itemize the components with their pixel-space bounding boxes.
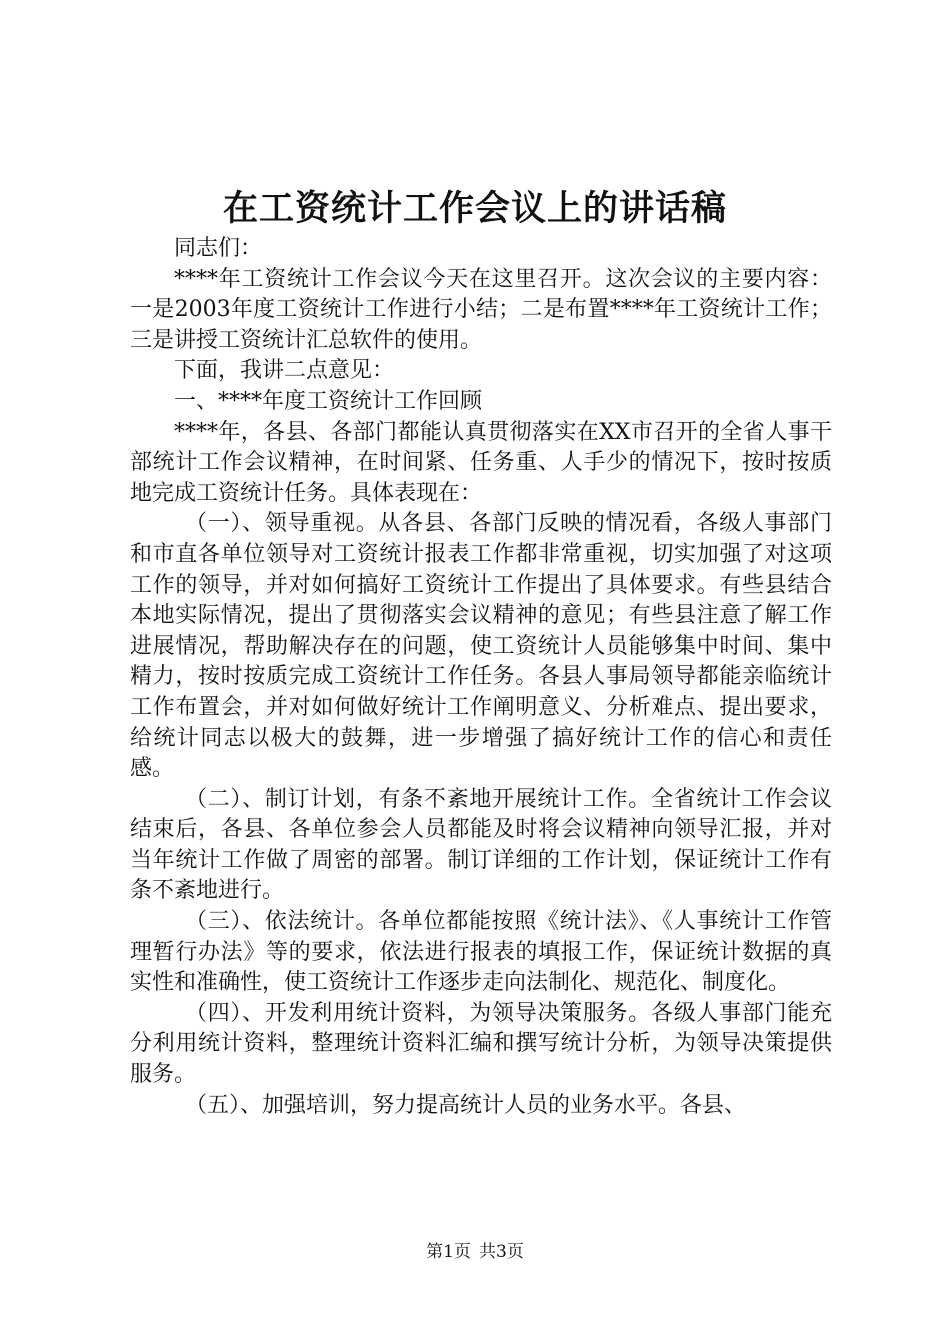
paragraph-outline: 下面，我讲二点意见： bbox=[174, 358, 395, 384]
paragraph-salutation: 同志们： bbox=[174, 236, 263, 261]
page-number: 第1页 bbox=[426, 1242, 471, 1262]
paragraph-intro: ****年工资统计工作会议今天在这里召开。这次会议的主要内容：一是2003年度工资统计工作进行小结；二是布置****年工资统计工作；三是讲授工资统计汇总软件的使用。 bbox=[130, 266, 832, 353]
section-heading-1: 一、****年度工资统计工作回顾 bbox=[174, 388, 483, 414]
paragraph-item-3: （三）、依法统计。各单位都能按照《统计法》、《人事统计工作管理暂行办法》等的要求，依法进行报表的填报工作，保证统计数据的真实性和准确性，使工资统计工作逐步走向法制化、规范化、制度化。 bbox=[130, 909, 832, 996]
paragraph-item-5: （五）、加强培训，努力提高统计人员的业务水平。各县、 bbox=[185, 1092, 747, 1118]
paragraph-item-4: （四）、开发利用统计资料，为领导决策服务。各级人事部门能充分利用统计资料，整理统计资料汇编和撰写统计分析，为领导决策提供服务。 bbox=[130, 1000, 832, 1088]
paragraph-review: ****年，各县、各部门都能认真贯彻落实在XX市召开的全省人事干部统计工作会议精神，在时间紧、任务重、人手少的情况下，按时按质地完成工资统计任务。具体表现在： bbox=[130, 419, 832, 506]
paragraph-item-2: （二）、制订计划，有条不紊地开展统计工作。全省统计工作会议结束后，各县、各单位参会人员都能及时将会议精神向领导汇报，并对当年统计工作做了周密的部署。制订详细的工作计划，保证统计工作有条不紊地进行。 bbox=[130, 786, 832, 904]
document-title: 在工资统计工作会议上的讲话稿 bbox=[222, 188, 727, 229]
paragraph-item-1: （一）、领导重视。从各县、各部门反映的情况看，各级人事部门和市直各单位领导对工资统计报表工作都非常重视，切实加强了对这项工作的领导，并对如何搞好工资统计工作提出了具体要求。有些县结合本地实际情况，提出了贯彻落实会议精神的意见；有些县注意了解工作进展情况，帮助解决存在的问题，使工资统计人员能够集中时间、集中精力，按时按质完成工资统计工作任务。各县人事局领导都能亲临统计工作布置会，并对如何做好统计工作阐明意义、分析难点、提出要求，给统计同志以极大的鼓舞，进一步增强了搞好统计工作的信心和责任感。 bbox=[130, 511, 832, 782]
page-total: 共3页 bbox=[479, 1242, 524, 1262]
page-footer bbox=[0, 1240, 950, 1264]
document-body bbox=[130, 234, 832, 1121]
